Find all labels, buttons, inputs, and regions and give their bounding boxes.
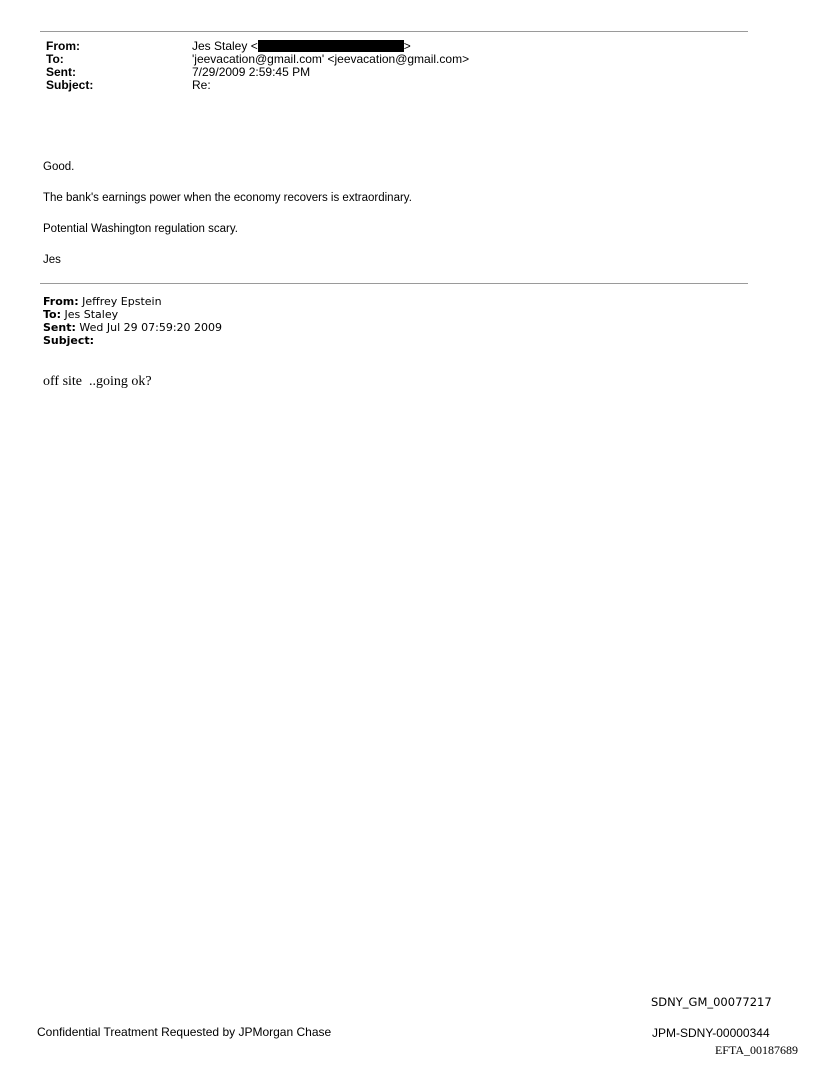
- to-value: 'jeevacation@gmail.com' <jeevacation@gmail.com>: [192, 52, 470, 66]
- top-divider: [40, 31, 748, 32]
- quoted-divider: [40, 283, 748, 284]
- subject-row: [46, 79, 469, 92]
- quoted-sent-label: Sent:: [43, 321, 76, 334]
- bates-number-efta: EFTA_00187689: [714, 1043, 798, 1057]
- body-line-good: Good.: [43, 161, 75, 173]
- from-name-close: >: [403, 39, 411, 53]
- quoted-message-body: off site ..going ok?: [43, 374, 152, 389]
- sent-value: 7/29/2009 2:59:45 PM: [192, 65, 311, 79]
- body-line-earnings: The bank's earnings power when the economy recovers is extraordinary.: [43, 192, 412, 204]
- from-label: From:: [46, 39, 80, 53]
- to-label: To:: [46, 52, 64, 66]
- quoted-from-row: [43, 295, 222, 308]
- subject-value: Re:: [192, 78, 211, 92]
- quoted-to-row: [43, 308, 222, 321]
- subject-label: Subject:: [46, 78, 94, 92]
- from-name: Jes Staley <: [192, 39, 258, 53]
- sent-label: Sent:: [46, 65, 76, 79]
- quoted-to-label: To:: [43, 308, 61, 321]
- quoted-subject-row: [43, 334, 222, 347]
- quoted-from-label: From:: [43, 295, 79, 308]
- redaction-block: [258, 40, 404, 52]
- body-line-regulation: Potential Washington regulation scary.: [43, 223, 238, 235]
- quoted-sent-row: [43, 321, 222, 334]
- signature: Jes: [43, 254, 61, 266]
- confidential-notice: Confidential Treatment Requested by JPMorgan Chase: [37, 1025, 332, 1039]
- quoted-from-value: Jeffrey Epstein: [78, 295, 162, 308]
- quoted-header: [43, 295, 222, 347]
- email-header: [46, 40, 469, 92]
- quoted-to-value: Jes Staley: [61, 308, 119, 321]
- quoted-sent-value: Wed Jul 29 07:59:20 2009: [75, 321, 223, 334]
- sent-row: [46, 66, 469, 79]
- quoted-subject-label: Subject:: [43, 334, 95, 347]
- bates-number-sdny: SDNY_GM_00077217: [651, 995, 772, 1009]
- bates-number-jpm: JPM-SDNY-00000344: [652, 1026, 770, 1040]
